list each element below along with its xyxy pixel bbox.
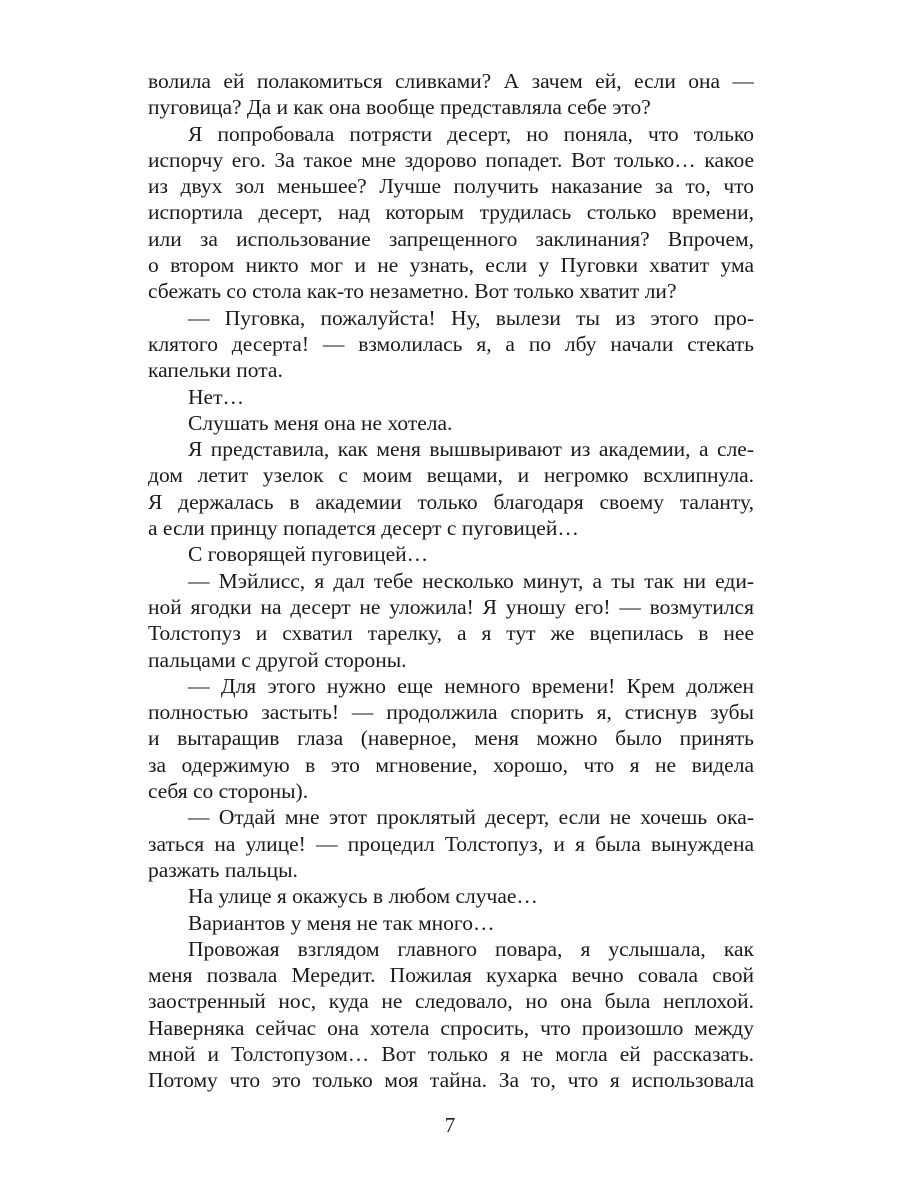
text-line: Провожая взглядом главного повара, я услышала, как xyxy=(188,936,754,961)
text-line: пуговица? Да и как она вообще представляла себе это? xyxy=(148,95,651,120)
text-line: за одержимую в это мгновение, хорошо, что я не видела xyxy=(148,752,754,777)
text-line: Я держалась в академии только благодаря своему таланту, xyxy=(148,489,754,514)
text-line: капельки пота. xyxy=(148,358,283,383)
text-line: Нет… xyxy=(188,384,244,409)
text-line: Слушать меня она не хотела. xyxy=(188,410,453,435)
text-line: из двух зол меньшее? Лучше получить наказание за то, что xyxy=(148,174,754,199)
text-line: — Отдай мне этот проклятый десерт, если не хочешь ока- xyxy=(188,805,754,830)
text-line: испортила десерт, над которым трудилась столько времени, xyxy=(148,200,754,225)
text-line: Вариантов у меня не так много… xyxy=(188,910,495,935)
text-line: клятого десерта! — взмолилась я, а по лбу начали стекать xyxy=(148,331,754,356)
text-line: Толстопуз и схватил тарелку, а я тут же вцепилась в нее xyxy=(148,621,754,646)
text-line: заться на улице! — процедил Толстопуз, и я была вынуждена xyxy=(148,831,754,856)
text-line: Я попробовала потрясти десерт, но поняла, что только xyxy=(188,121,754,146)
text-line: сбежать со стола как-то незаметно. Вот только хватит ли? xyxy=(148,279,677,304)
page-number: 7 xyxy=(444,1113,456,1137)
text-line: — Мэйлисс, я дал тебе несколько минут, а ты так ни еди- xyxy=(188,568,754,593)
text-line: о втором никто мог и не узнать, если у Пуговки хватит ума xyxy=(148,253,754,278)
text-line: С говорящей пуговицей… xyxy=(188,542,429,567)
text-line: Я представила, как меня вышвыривают из академии, а сле- xyxy=(188,437,754,462)
page-body-text xyxy=(148,68,754,1094)
text-line: разжать пальцы. xyxy=(148,857,298,882)
text-line: Наверняка сейчас она хотела спросить, что произошло между xyxy=(148,1015,754,1040)
text-line: — Пуговка, пожалуйста! Ну, вылези ты из этого про- xyxy=(188,305,754,330)
text-line: ной ягодки на десерт не уложила! Я уношу его! — возмутился xyxy=(148,594,754,619)
text-line: волила ей полакомиться сливками? А зачем ей, если она — xyxy=(148,69,754,93)
text-line: пальцами с другой стороны. xyxy=(148,647,407,672)
text-line: и вытаращив глаза (наверное, меня можно было принять xyxy=(148,726,754,751)
text-line: На улице я окажусь в любом случае… xyxy=(188,884,538,909)
text-line: испорчу его. За такое мне здорово попадет. Вот только… какое xyxy=(148,147,754,172)
text-line: полностью застыть! — продолжила спорить я, стиснув зубы xyxy=(148,700,754,725)
text-line: Потому что это только моя тайна. За то, что я использовала xyxy=(148,1068,754,1093)
text-line: а если принцу попадется десерт с пуговицей… xyxy=(148,516,579,541)
text-line: или за использование запрещенного заклинания? Впрочем, xyxy=(148,226,754,251)
text-line: — Для этого нужно еще немного времени! Крем должен xyxy=(188,673,754,698)
text-line: себя со стороны). xyxy=(148,779,309,804)
text-line: меня позвала Мередит. Пожилая кухарка вечно совала свой xyxy=(148,963,754,988)
text-line: заостренный нос, куда не следовало, но она была неплохой. xyxy=(148,989,754,1014)
text-line: мной и Толстопузом… Вот только я не могла ей рассказать. xyxy=(148,1041,754,1066)
text-line: дом летит узелок с моим вещами, и негромко всхлипнула. xyxy=(148,463,754,488)
